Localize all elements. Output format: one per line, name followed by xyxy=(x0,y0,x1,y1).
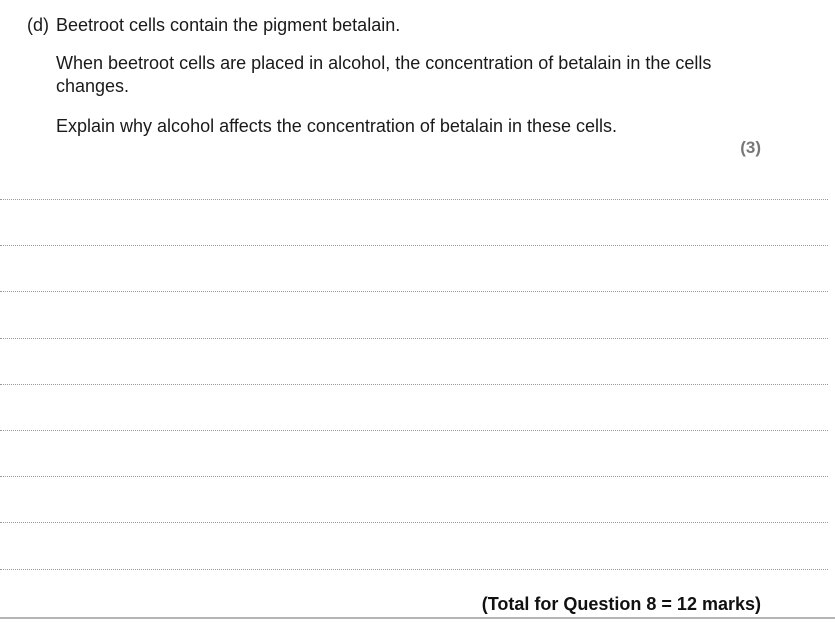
question-stem: Beetroot cells contain the pigment betalain. xyxy=(56,15,401,35)
answer-line[interactable] xyxy=(0,522,828,523)
answer-line[interactable] xyxy=(0,338,828,339)
answer-line[interactable] xyxy=(0,384,828,385)
question-command: Explain why alcohol affects the concentration of betalain in these cells. xyxy=(56,116,618,136)
answer-line[interactable] xyxy=(0,476,828,477)
page-bottom-rule xyxy=(0,617,835,619)
question-context: When beetroot cells are placed in alcohol, the concentration of betalain in the cells changes. xyxy=(56,53,712,96)
answer-line[interactable] xyxy=(0,569,828,570)
answer-line[interactable] xyxy=(0,291,828,292)
answer-line[interactable] xyxy=(0,245,828,246)
answer-line[interactable] xyxy=(0,430,828,431)
question-part-label: (d) xyxy=(27,15,49,35)
marks-available: (3) xyxy=(740,138,761,157)
answer-line[interactable] xyxy=(0,199,828,200)
question-total-marks: (Total for Question 8 = 12 marks) xyxy=(481,594,761,614)
